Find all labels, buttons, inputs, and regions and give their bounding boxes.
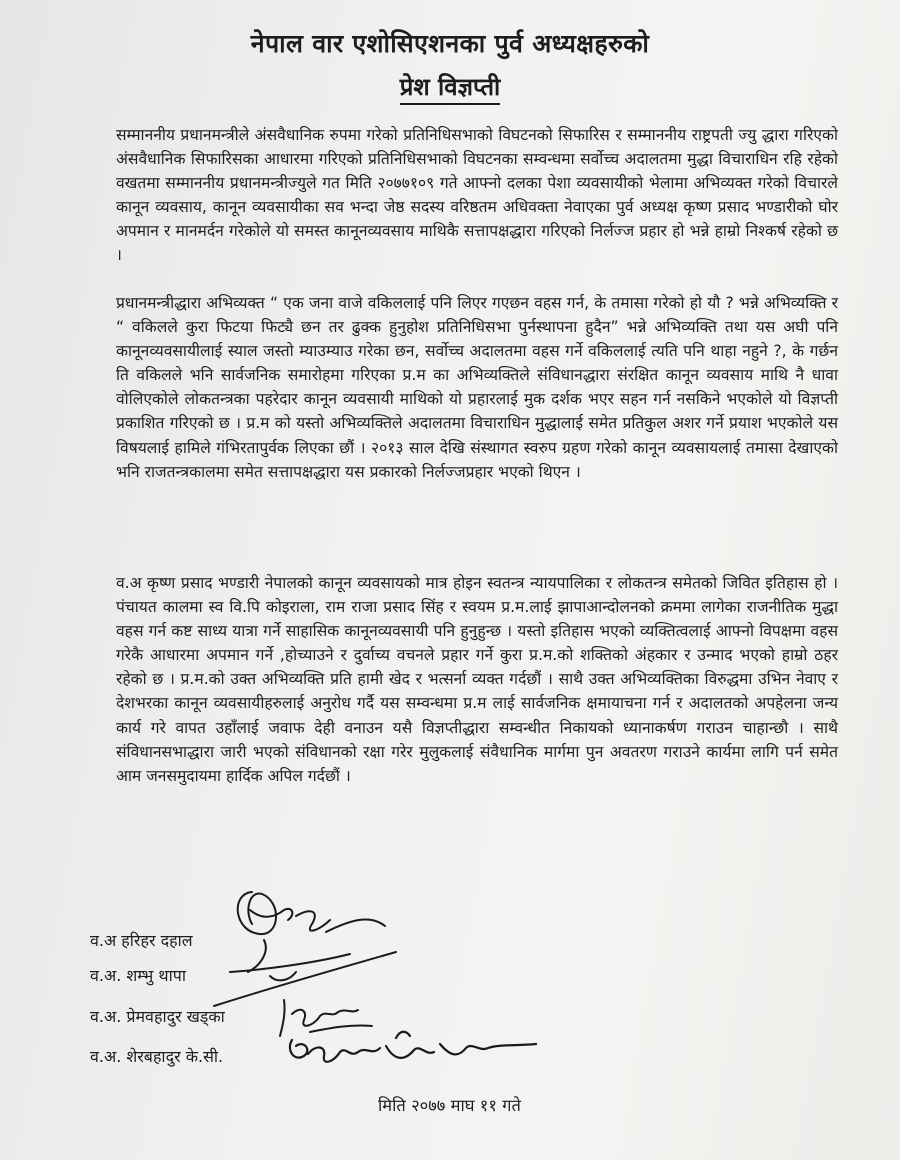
signature-2 (214, 952, 396, 1006)
signatory-4: व.अ. शेरबहादुर के.सी. (90, 1047, 224, 1066)
paragraph-1: सम्माननीय प्रधानमन्त्रीले अंसवैधानिक रुपमा गरेको प्रतिनिधिसभाको विघटनको सिफारिस र सम्माननीय राष्ट्रपती ज्यु द्धारा गरिएको अंसवैधानिक सिफारिसका आधारमा गरिएको प्रतिनिधिसभाको विघटनका सम्वन्धमा सर्वोच्च अदालतमा मुद्धा विचाराधिन रहि रहेको वखतमा सम्माननीय प्रधानमन्त्रीज्युले गत मिति २०७७१०९ गते आफ्नो दलका पेशा व्यवसायीको भेलामा अभिव्यक्त गरेको विचारले कानून व्यवसाय, कानून व्यवसायीका सव भन्दा जेष्ठ सदस्य वरिष्ठतम अधिवक्ता नेवाएका पुर्व अध्यक्ष कृष्ण प्रसाद भण्डारीको घोर अपमान र मानमर्दन गरेकोले यो समस्त कानूनव्यवसाय माथिकै सत्तापक्षद्धारा गरिएको निर्लज्ज प्रहार हो भन्ने हाम्रो निश्कर्ष रहेको छ । (116, 126, 838, 265)
paragraph-2: प्रधानमन्त्रीद्धारा अभिव्यक्त “ एक जना वाजे वकिललाई पनि लिएर गएछन वहस गर्न, के तमासा गरेको हो यौ ? भन्ने अभिव्यक्ति र “ वकिलले कुरा फिटया फिट्यै छन तर ढुक्क हुनुहोश प्रतिनिधिसभा पुर्नस्थापना हुदैन” भन्ने अभिव्यक्ति तथा यस अघी पनि कानूनव्यवसायीलाई स्याल जस्तो म्याउम्याउ गरेका छन, सर्वोच्च अदालतमा वहस गर्ने वकिललाई त्यति पनि थाहा नहुने ?, के गर्छन ति वकिलले भनि सार्वजनिक समारोहमा गरिएका प्र.म का अभिव्यक्तिले संविधानद्धारा संरक्षित कानून व्यवसाय माथि नै धावा वोलिएकोले लोकतन्त्रका पहरेदार कानून व्यवसायी माथिको यो प्रहारलाई मुक दर्शक भएर सहन गर्न नसकिने भएकोले यो विज्ञप्ती प्रकाशित गरिएको छ । प्र.म को यस्तो अभिव्यक्तिले अदालतमा विचाराधिन मुद्धालाई समेत प्रतिकुल अशर गर्ने प्रयाश भएकोले यस विषयलाई हामिले गंभिरतापुर्वक लिएका छौं । २०१३ साल देखि संस्थागत स्वरुप ग्रहण गरेको कानून व्यवसायलाई तमासा देखाएको भनि राजतन्त्रकालमा समेत सत्तापक्षद्धारा यस प्रकारको निर्लज्जप्रहार भएको थिएन । (116, 294, 838, 481)
document-title: नेपाल वार एशोसिएशनका पुर्व अध्यक्षहरुको (250, 29, 650, 58)
signatory-3: व.अ. प्रेमवहादुर खड्का (90, 1007, 225, 1026)
paragraph-3: व.अ कृष्ण प्रसाद भण्डारी नेपालको कानून व्यवसायको मात्र होइन स्वतन्त्र न्यायपालिका र लोकतन्त्र समेतको जिवित इतिहास हो । पंचायत कालमा स्व वि.पि कोइराला, राम राजा प्रसाद सिंह र स्वयम प्र.म.लाई झापाआन्दोलनको क्रममा लागेका राजनीतिक मुद्धा वहस गर्न कष्ट साध्य यात्रा गर्ने साहासिक कानूनव्यवसायी पनि हुनुहुन्छ । यस्तो इतिहास भएको व्यक्तित्वलाई आफ्नो विपक्षमा वहस गरेकै आधारमा अपमान गर्ने ,होच्याउने र दुर्वाच्य वचनले प्रहार गर्ने कुरा प्र.म.को शक्तिको अंहकार र उन्माद भएको हाम्रो ठहर रहेको छ । प्र.म.को उक्त अभिव्यक्ति प्रति हामी खेद र भत्सर्ना व्यक्त गर्दछौं । साथै उक्त अभिव्यक्तिका विरुद्धमा उभिन नेवाए र देशभरका कानून व्यवसायीहरुलाई अनुरोध गर्दै यस सम्वन्धमा प्र.म लाई सार्वजनिक क्षमायाचना गर्न र अदालतको अपहेलना जन्य कार्य गरे वापत उहाँलाई जवाफ देही वनाउन यसै विज्ञप्तीद्धारा सम्वन्धीत निकायको ध्यानाकर्षण गराउन चाहान्छौ । साथै संविधानसभाद्धारा जारी भएको संविधानको रक्षा गरेर मुलुकलाई संवैधानिक मार्गमा पुन अवतरण गराउने कार्यमा लागि पर्न समेत आम जनसमुदायमा हार्दिक अपिल गर्दछौं । (116, 574, 838, 785)
signature-1 (238, 892, 385, 972)
signatory-1: व.अ हरिहर दहाल (90, 931, 193, 950)
document-subtitle (0, 70, 900, 103)
handwritten-signatures (200, 880, 560, 1090)
document-date: मिति २०७७ माघ ११ गते (378, 1096, 521, 1115)
signatory-2: व.अ. शम्भु थापा (90, 966, 186, 985)
subtitle-text: प्रेश विज्ञप्ती (400, 73, 501, 105)
signature-3 (280, 1000, 372, 1036)
signature-4 (290, 1032, 536, 1062)
